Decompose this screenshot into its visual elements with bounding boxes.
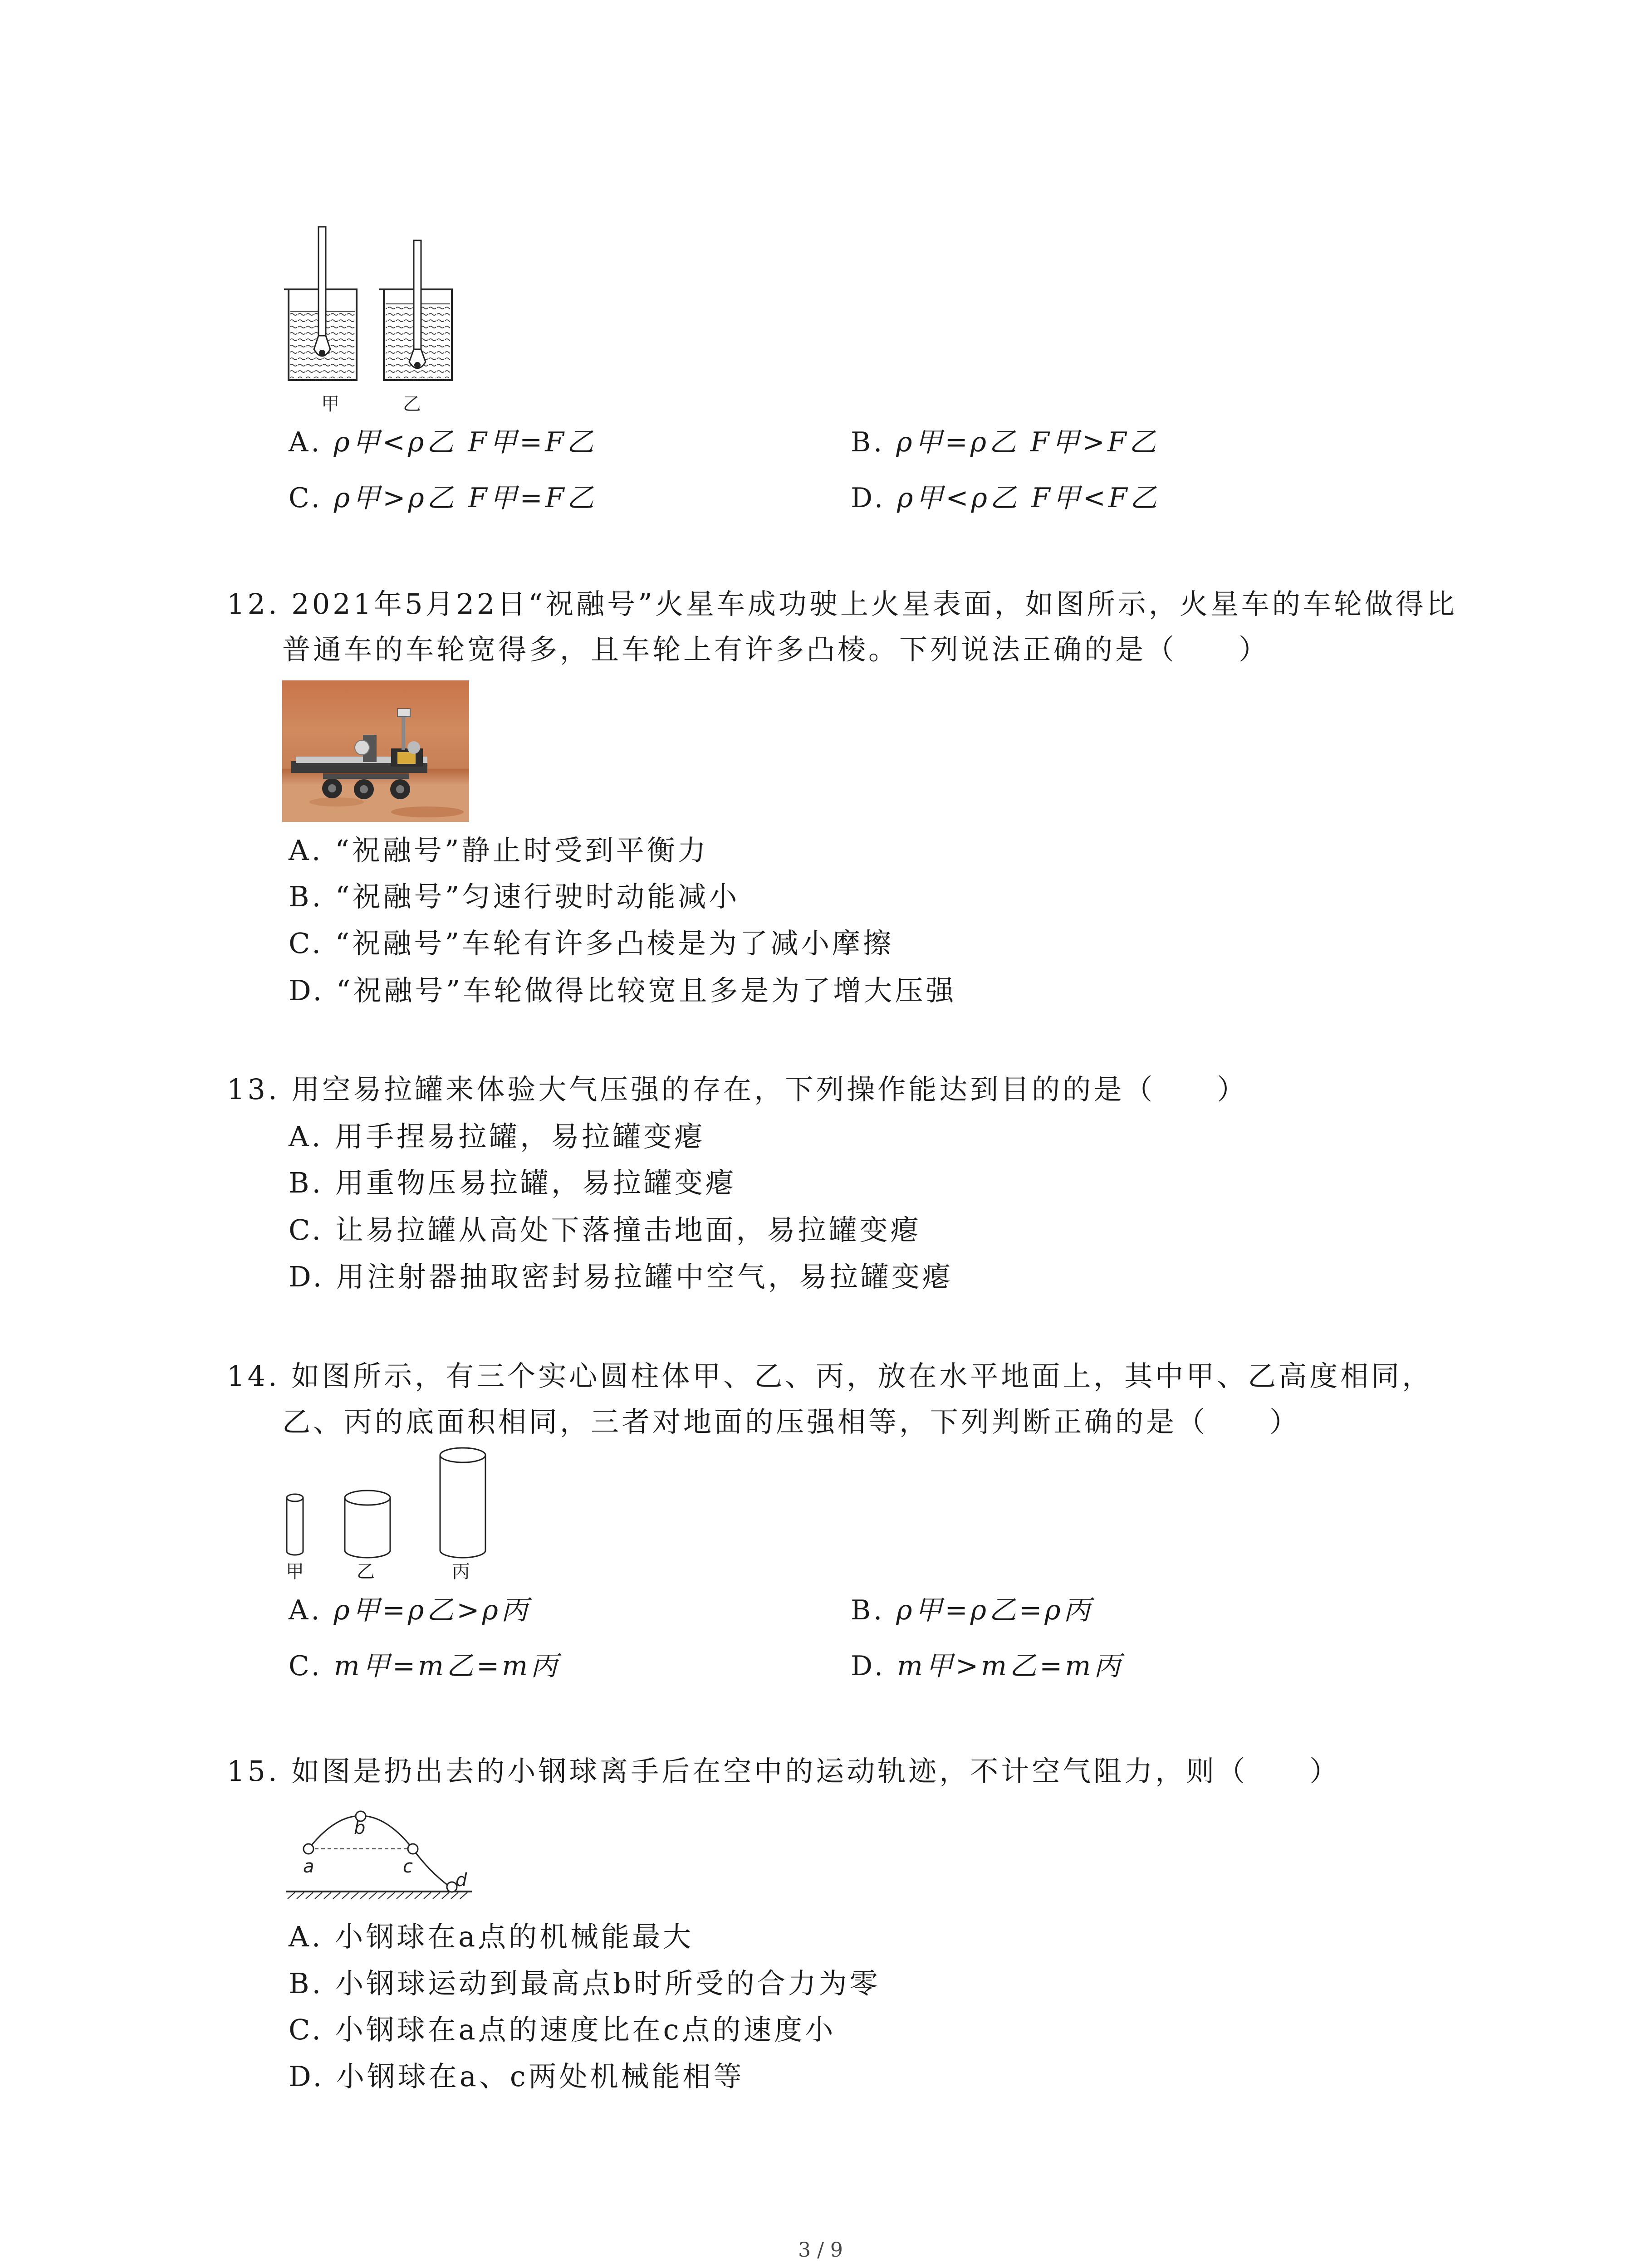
- option-label: D.: [851, 482, 886, 514]
- q15-option-b[interactable]: B. 小钢球运动到最高点b时所受的合力为零: [289, 1967, 881, 2000]
- fig-label-jia: 甲: [286, 1561, 304, 1582]
- option-text: ρ甲<ρ乙 F甲<F乙: [897, 482, 1160, 514]
- fig-label-yi: 乙: [403, 394, 421, 415]
- option-text: m甲>m乙=m丙: [897, 1650, 1124, 1682]
- q11-option-c[interactable]: [289, 480, 597, 516]
- q11-option-a[interactable]: [289, 424, 597, 460]
- q13-option-d[interactable]: D. 用注射器抽取密封易拉罐中空气，易拉罐变瘪: [289, 1260, 953, 1293]
- q12-stem-line1: 12. 2021年5月22日“祝融号”火星车成功驶上火星表面，如图所示，火星车的车轮做得比: [227, 587, 1457, 621]
- q14-stem-line1: 14. 如图所示，有三个实心圆柱体甲、乙、丙，放在水平地面上，其中甲、乙高度相同，: [227, 1359, 1433, 1393]
- option-label: C.: [289, 1650, 323, 1682]
- option-label: A.: [289, 1594, 323, 1626]
- q12-stem-line2: 普通车的车轮宽得多，且车轮上有许多凸棱。下列说法正确的是（ ）: [282, 633, 1270, 666]
- q14-option-d[interactable]: [851, 1648, 1123, 1684]
- q14-option-b[interactable]: [851, 1592, 1093, 1628]
- q14-option-a[interactable]: [289, 1592, 531, 1628]
- option-text: ρ甲=ρ乙=ρ丙: [896, 1594, 1093, 1626]
- q14-stem-line2: 乙、丙的底面积相同，三者对地面的压强相等，下列判断正确的是（ ）: [282, 1405, 1301, 1438]
- q15-option-d[interactable]: D. 小钢球在a、c两处机械能相等: [289, 2060, 745, 2093]
- option-text: ρ甲=ρ乙>ρ丙: [333, 1594, 531, 1626]
- option-label: C.: [289, 482, 323, 514]
- cylinders-figure: [281, 1447, 499, 1565]
- q13-option-b[interactable]: B. 用重物压易拉罐，易拉罐变瘪: [289, 1166, 736, 1199]
- q13-option-c[interactable]: C. 让易拉罐从高处下落撞击地面，易拉罐变瘪: [289, 1213, 921, 1246]
- beakers-figure: [281, 222, 472, 395]
- option-text: ρ甲=ρ乙 F甲>F乙: [896, 426, 1159, 458]
- q14-option-c[interactable]: [289, 1648, 560, 1684]
- fig-label-yi: 乙: [357, 1561, 375, 1582]
- fig-label-jia: 甲: [321, 394, 339, 415]
- option-text: ρ甲<ρ乙 F甲=F乙: [333, 426, 597, 458]
- option-label: D.: [851, 1650, 886, 1682]
- point-label-a: a: [303, 1856, 314, 1877]
- q15-option-c[interactable]: C. 小钢球在a点的速度比在c点的速度小: [289, 2013, 836, 2046]
- option-text: ρ甲>ρ乙 F甲=F乙: [333, 482, 597, 514]
- fig-label-bing: 丙: [452, 1561, 470, 1582]
- q12-option-d[interactable]: D. “祝融号”车轮做得比较宽且多是为了增大压强: [289, 974, 957, 1007]
- rover-illustration: [282, 680, 469, 822]
- option-text: m甲=m乙=m丙: [333, 1650, 561, 1682]
- q15-option-a[interactable]: A. 小钢球在a点的机械能最大: [289, 1920, 694, 1953]
- option-label: B.: [851, 426, 885, 458]
- point-label-c: c: [403, 1856, 413, 1877]
- q15-stem: 15. 如图是扔出去的小钢球离手后在空中的运动轨迹，不计空气阻力，则（ ）: [227, 1755, 1341, 1788]
- point-label-d: d: [456, 1870, 467, 1891]
- page-number: 3 / 9: [798, 2239, 843, 2262]
- mars-rover-photo: [282, 680, 469, 822]
- q12-option-b[interactable]: B. “祝融号”匀速行驶时动能减小: [289, 880, 740, 913]
- q13-option-a[interactable]: A. 用手捏易拉罐，易拉罐变瘪: [289, 1120, 705, 1153]
- q12-option-a[interactable]: A. “祝融号”静止时受到平衡力: [289, 834, 709, 867]
- option-label: A.: [289, 426, 323, 458]
- point-label-b: b: [354, 1818, 366, 1838]
- q11-option-d[interactable]: [851, 480, 1160, 516]
- option-label: B.: [851, 1594, 885, 1626]
- trajectory-figure: [281, 1796, 481, 1905]
- q11-option-b[interactable]: [851, 424, 1159, 460]
- q12-option-c[interactable]: C. “祝融号”车轮有许多凸棱是为了减小摩擦: [289, 927, 894, 960]
- q13-stem: 13. 用空易拉罐来体验大气压强的存在，下列操作能达到目的的是（ ）: [227, 1073, 1248, 1106]
